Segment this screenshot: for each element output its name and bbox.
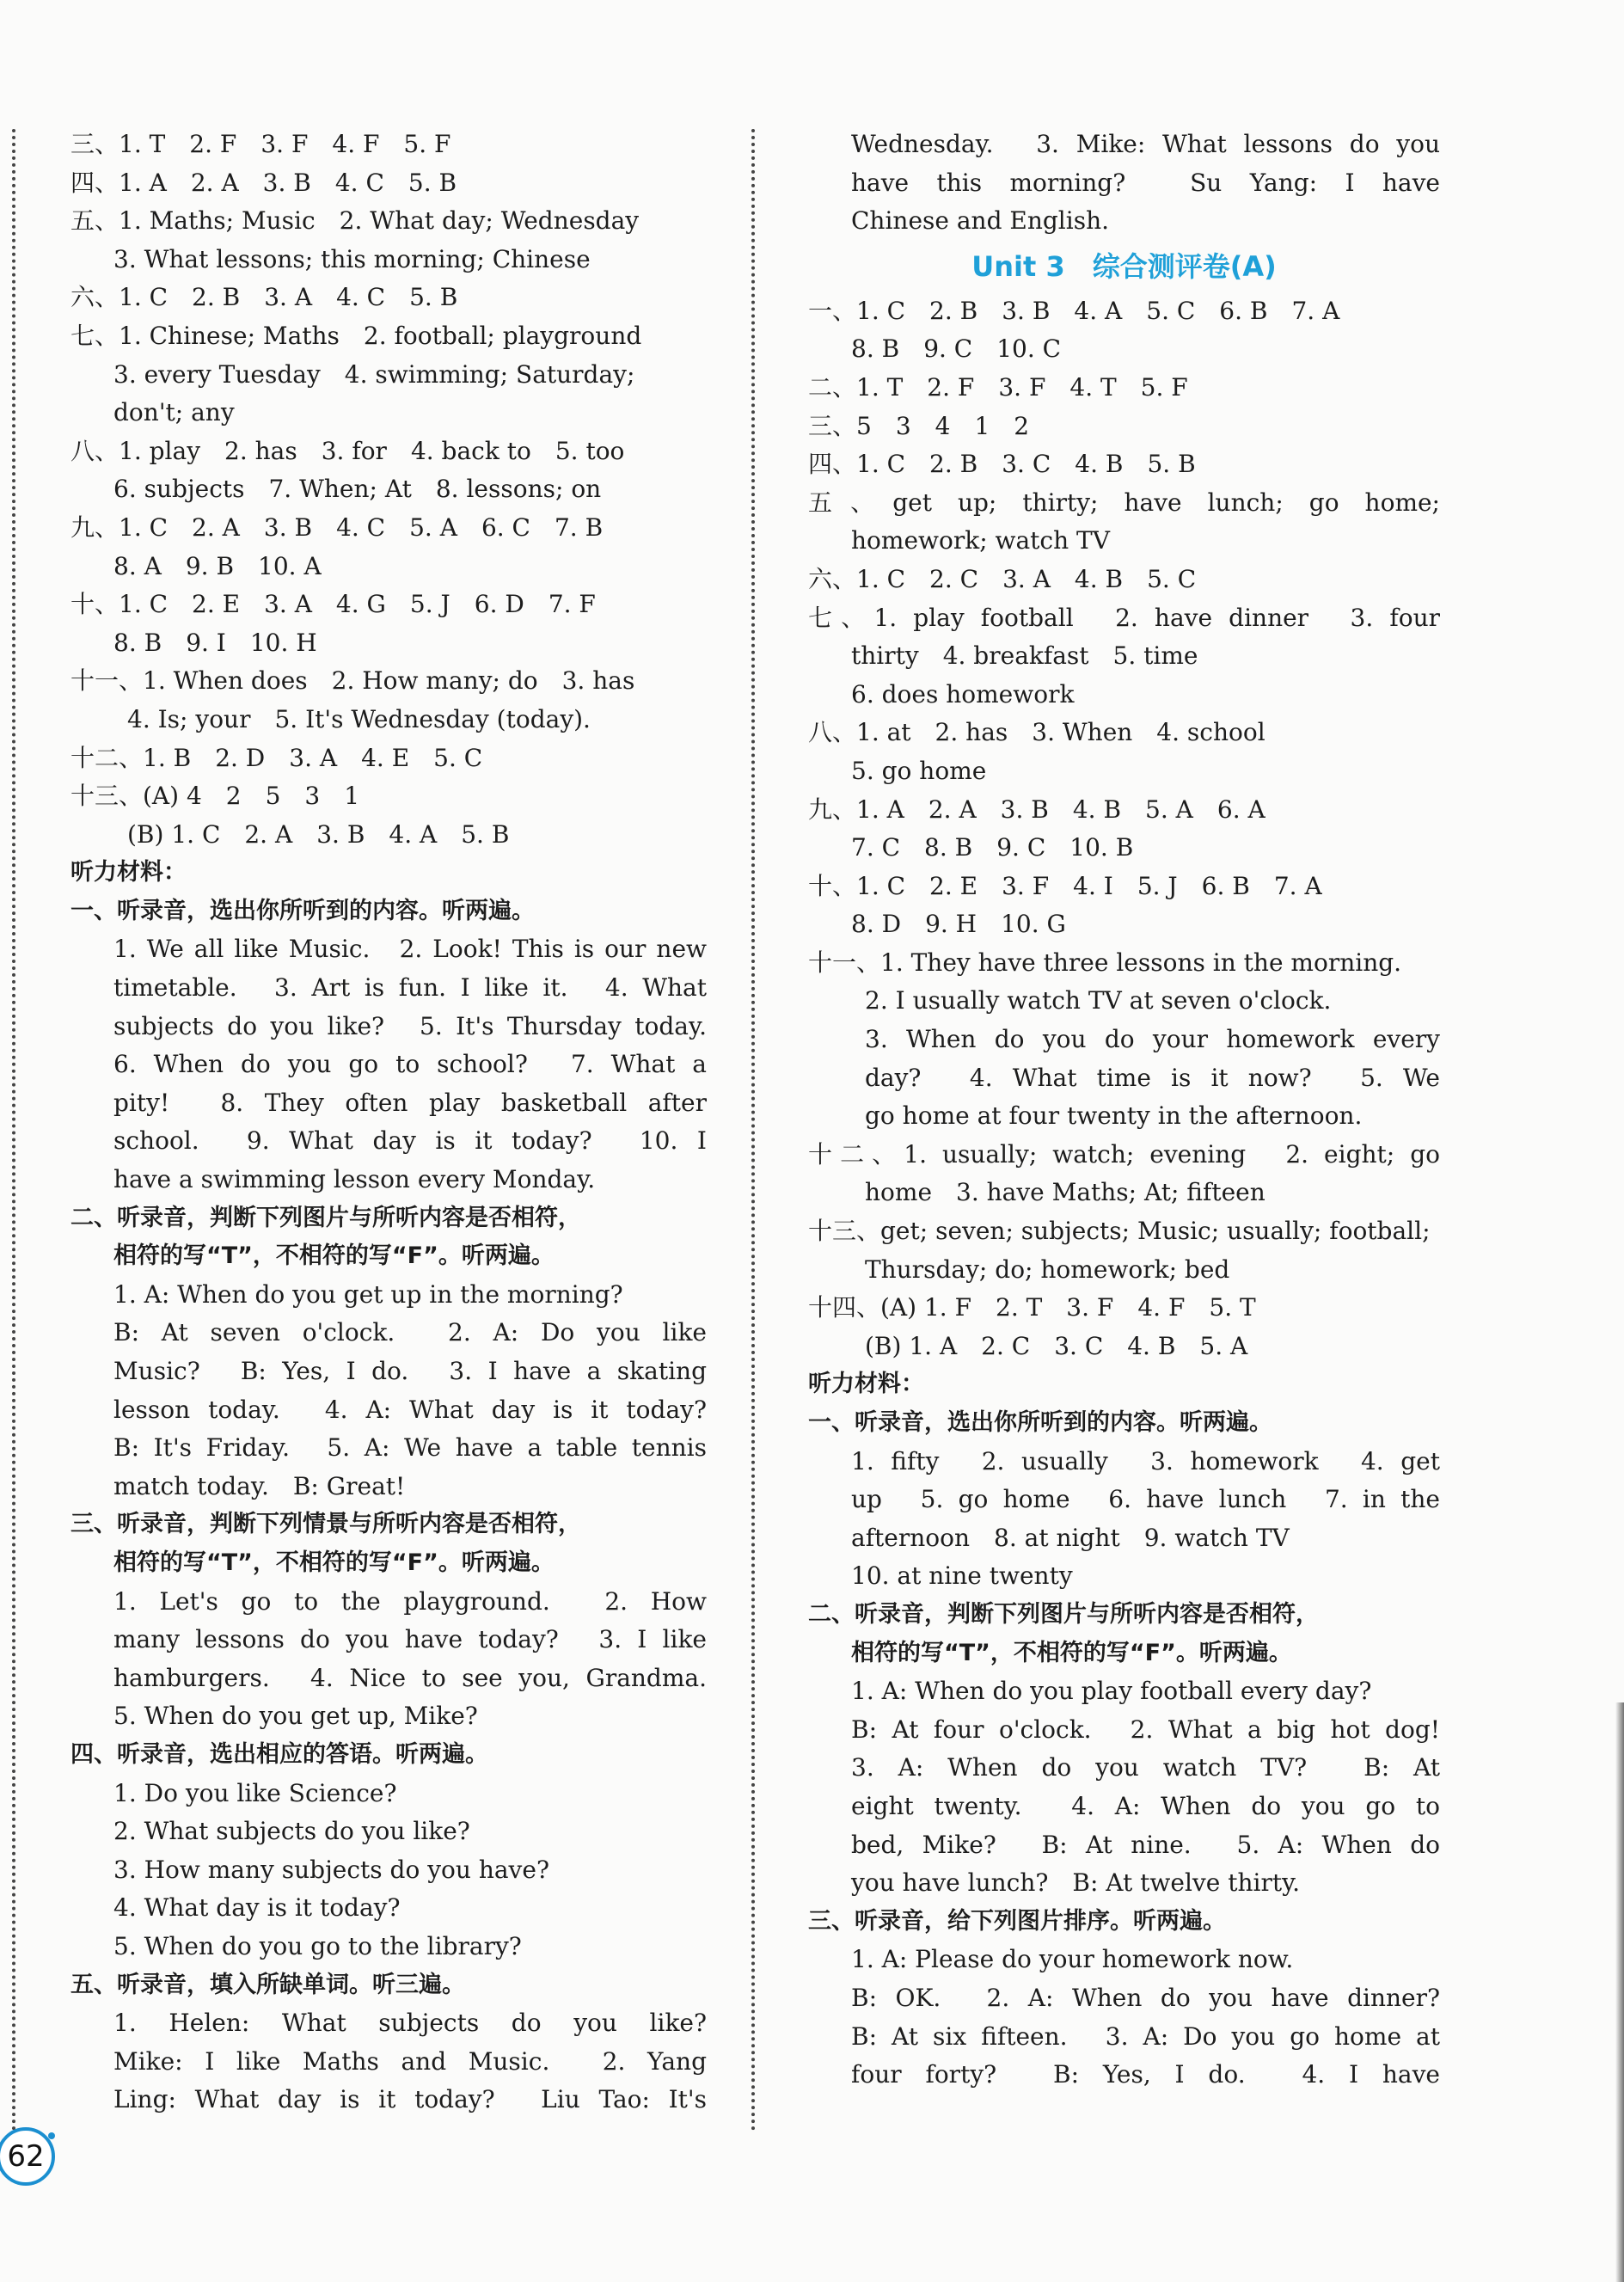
answer-line: hamburgers. 4. Nice to see you, Grandma. — [113, 1663, 707, 1692]
answer-line: 5. go home — [851, 756, 987, 785]
answer-line: timetable. 3. Art is fun. I like it. 4. What — [113, 973, 707, 1003]
answer-line: school. 9. What day is it today? 10. I — [113, 1126, 707, 1156]
answer-line: 七、1. play football 2. have dinner 3. four — [808, 603, 1440, 632]
answer-line: 1. Helen: What subjects do you like? — [113, 2009, 707, 2038]
section-heading: 相符的写“T”，不相符的写“F”。听两遍。 — [851, 1639, 1292, 1666]
section-heading: 一、听录音，选出你所听到的内容。听两遍。 — [70, 897, 535, 924]
answer-line: Ling: What day is it today? Liu Tao: It's — [113, 2085, 707, 2114]
section-heading: 听力材料： — [808, 1371, 924, 1398]
answer-line: you have lunch? B: At twelve thirty. — [851, 1868, 1301, 1898]
answer-line: subjects do you like? 5. It's Thursday today. — [113, 1011, 707, 1040]
answer-line: 三、1. T 2. F 3. F 4. F 5. F — [70, 130, 451, 158]
section-title: Unit 3 综合测评卷(A) — [971, 249, 1277, 283]
answer-line: B: At four o'clock. 2. What a big hot dog! — [851, 1715, 1440, 1744]
page-number-dot — [48, 2132, 55, 2139]
answer-line: have this morning? Su Yang: I have — [851, 168, 1440, 197]
section-heading: 二、听录音，判断下列图片与所听内容是否相符， — [70, 1204, 581, 1231]
answer-line: 一、1. C 2. B 3. B 4. A 5. C 6. B 7. A — [808, 296, 1340, 325]
answer-line: 6. does homework — [851, 679, 1075, 709]
answer-line: 四、1. A 2. A 3. B 4. C 5. B — [70, 168, 457, 197]
section-heading: 三、听录音，给下列图片排序。听两遍。 — [808, 1907, 1226, 1935]
answer-line: 1. We all like Music. 2. Look! This is our new — [113, 935, 707, 964]
answer-line: 1. Do you like Science? — [113, 1778, 397, 1807]
answer-line: 十、1. C 2. E 3. F 4. I 5. J 6. B 7. A — [808, 871, 1322, 900]
answer-line: 6. When do you go to school? 7. What a — [113, 1050, 707, 1079]
answer-line: pity! 8. They often play basketball after — [113, 1088, 707, 1117]
answer-line: Wednesday. 3. Mike: What lessons do you — [851, 130, 1440, 158]
answer-line: 10. at nine twenty — [851, 1561, 1073, 1591]
answer-line: 2. I usually watch TV at seven o'clock. — [865, 986, 1332, 1015]
binding-dots-left — [12, 129, 15, 2132]
answer-line: many lessons do you have today? 3. I like — [113, 1625, 707, 1654]
answer-line: 十二、1. B 2. D 3. A 4. E 5. C — [70, 743, 483, 772]
answer-line: 6. subjects 7. When; At 8. lessons; on — [113, 475, 602, 504]
answer-line: Chinese and English. — [851, 206, 1110, 236]
answer-column-right — [808, 126, 1440, 2095]
answer-line: go home at four twenty in the afternoon. — [865, 1101, 1363, 1131]
answer-line: don't; any — [113, 398, 235, 427]
section-heading: 四、听录音，选出相应的答语。听两遍。 — [70, 1740, 488, 1768]
answer-line: 七、1. Chinese; Maths 2. football; playground — [70, 321, 642, 350]
answer-line: 十、1. C 2. E 3. A 4. G 5. J 6. D 7. F — [70, 590, 596, 619]
answer-line: lesson today. 4. A: What day is it today? — [113, 1395, 707, 1424]
section-heading: 相符的写“T”，不相符的写“F”。听两遍。 — [113, 1549, 555, 1576]
answer-line: 九、1. A 2. A 3. B 4. B 5. A 6. A — [808, 794, 1265, 824]
answer-line: 八、1. at 2. has 3. When 4. school — [808, 718, 1265, 747]
answer-line: (B) 1. A 2. C 3. C 4. B 5. A — [865, 1331, 1248, 1360]
answer-line: eight twenty. 4. A: When do you go to — [851, 1791, 1440, 1820]
answer-column-left — [70, 126, 707, 2119]
answer-line: 十三、get; seven; subjects; Music; usually; football; — [808, 1217, 1431, 1246]
answer-line: 3. How many subjects do you have? — [113, 1855, 549, 1884]
answer-line: Thursday; do; homework; bed — [865, 1254, 1230, 1284]
answer-line: afternoon 8. at night 9. watch TV — [851, 1523, 1290, 1552]
section-heading: 一、听录音，选出你所听到的内容。听两遍。 — [808, 1409, 1272, 1436]
answer-line: (B) 1. C 2. A 3. B 4. A 5. B — [127, 819, 510, 849]
answer-line: 1. A: Please do your homework now. — [851, 1945, 1294, 1974]
answer-line: have a swimming lesson every Monday. — [113, 1165, 596, 1194]
answer-line: up 5. go home 6. have lunch 7. in the — [851, 1485, 1440, 1514]
answer-line: 3. What lessons; this morning; Chinese — [113, 244, 591, 273]
answer-line: 十一、1. They have three lessons in the morning. — [808, 948, 1402, 977]
answer-line: 8. A 9. B 10. A — [113, 551, 322, 580]
answer-line: home 3. have Maths; At; fifteen — [865, 1178, 1265, 1207]
answer-line: 八、1. play 2. has 3. for 4. back to 5. too — [70, 436, 625, 465]
answer-line: 1. fifty 2. usually 3. homework 4. get — [851, 1446, 1440, 1475]
answer-line: 3. every Tuesday 4. swimming; Saturday; — [113, 359, 635, 389]
answer-line: 十二、1. usually; watch; evening 2. eight; go — [808, 1139, 1440, 1169]
answer-line: 3. A: When do you watch TV? B: At — [851, 1753, 1440, 1782]
answer-line: 1. Let's go to the playground. 2. How — [113, 1586, 707, 1616]
answer-line: B: At six fifteen. 3. A: Do you go home at — [851, 2021, 1440, 2051]
section-heading: 相符的写“T”，不相符的写“F”。听两遍。 — [113, 1242, 555, 1270]
answer-line: 8. D 9. H 10. G — [851, 910, 1066, 939]
answer-line: 五、get up; thirty; have lunch; go home; — [808, 488, 1440, 517]
section-heading: 三、听录音，判断下列情景与所听内容是否相符， — [70, 1511, 581, 1538]
binding-dots-middle — [751, 129, 755, 2132]
answer-line: B: At seven o'clock. 2. A: Do you like — [113, 1318, 707, 1347]
answer-line: 3. When do you do your homework every — [865, 1025, 1440, 1054]
answer-line: 二、1. T 2. F 3. F 4. T 5. F — [808, 372, 1188, 402]
answer-line: 十四、(A) 1. F 2. T 3. F 4. F 5. T — [808, 1293, 1256, 1322]
answer-line: day? 4. What time is it now? 5. We — [865, 1063, 1440, 1092]
answer-line: homework; watch TV — [851, 526, 1110, 555]
answer-line: Mike: I like Maths and Music. 2. Yang — [113, 2046, 707, 2076]
answer-line: 十三、(A) 4 2 5 3 1 — [70, 782, 360, 811]
answer-line: 4. Is; your 5. It's Wednesday (today). — [127, 704, 591, 733]
answer-line: 8. B 9. C 10. C — [851, 334, 1062, 364]
answer-line: bed, Mike? B: At nine. 5. A: When do — [851, 1830, 1440, 1859]
answer-line: four forty? B: Yes, I do. 4. I have — [851, 2060, 1440, 2089]
answer-line: match today. B: Great! — [113, 1471, 406, 1500]
answer-line: 5. When do you get up, Mike? — [113, 1702, 478, 1731]
answer-line: 三、5 3 4 1 2 — [808, 411, 1030, 440]
answer-line: 九、1. C 2. A 3. B 4. C 5. A 6. C 7. B — [70, 512, 604, 542]
answer-line: B: It's Friday. 5. A: We have a table tennis — [113, 1433, 707, 1463]
section-heading: 听力材料： — [70, 859, 187, 886]
answer-line: 六、1. C 2. C 3. A 4. B 5. C — [808, 564, 1197, 593]
answer-line: Music? B: Yes, I do. 3. I have a skating — [113, 1357, 707, 1385]
section-heading: 五、听录音，填入所缺单词。听三遍。 — [70, 1971, 465, 1998]
section-heading: 二、听录音，判断下列图片与所听内容是否相符， — [808, 1600, 1319, 1628]
answer-line: 十一、1. When does 2. How many; do 3. has — [70, 666, 635, 696]
answer-line: 2. What subjects do you like? — [113, 1817, 470, 1846]
answer-line: 5. When do you go to the library? — [113, 1931, 522, 1960]
answer-line: 7. C 8. B 9. C 10. B — [851, 833, 1134, 862]
page-number: 62 — [0, 2127, 55, 2186]
answer-line: 四、1. C 2. B 3. C 4. B 5. B — [808, 450, 1196, 479]
answer-line: 五、1. Maths; Music 2. What day; Wednesday — [70, 206, 640, 236]
answer-line: 8. B 9. I 10. H — [113, 628, 317, 657]
answer-line: 1. A: When do you play football every day? — [851, 1677, 1372, 1706]
answer-line: thirty 4. breakfast 5. time — [851, 641, 1198, 671]
answer-line: 六、1. C 2. B 3. A 4. C 5. B — [70, 283, 458, 312]
answer-line: 1. A: When do you get up in the morning? — [113, 1279, 623, 1309]
answer-line: 4. What day is it today? — [113, 1893, 401, 1923]
page-edge-shadow — [1615, 1702, 1624, 2282]
answer-line: B: OK. 2. A: When do you have dinner? — [851, 1983, 1440, 2012]
